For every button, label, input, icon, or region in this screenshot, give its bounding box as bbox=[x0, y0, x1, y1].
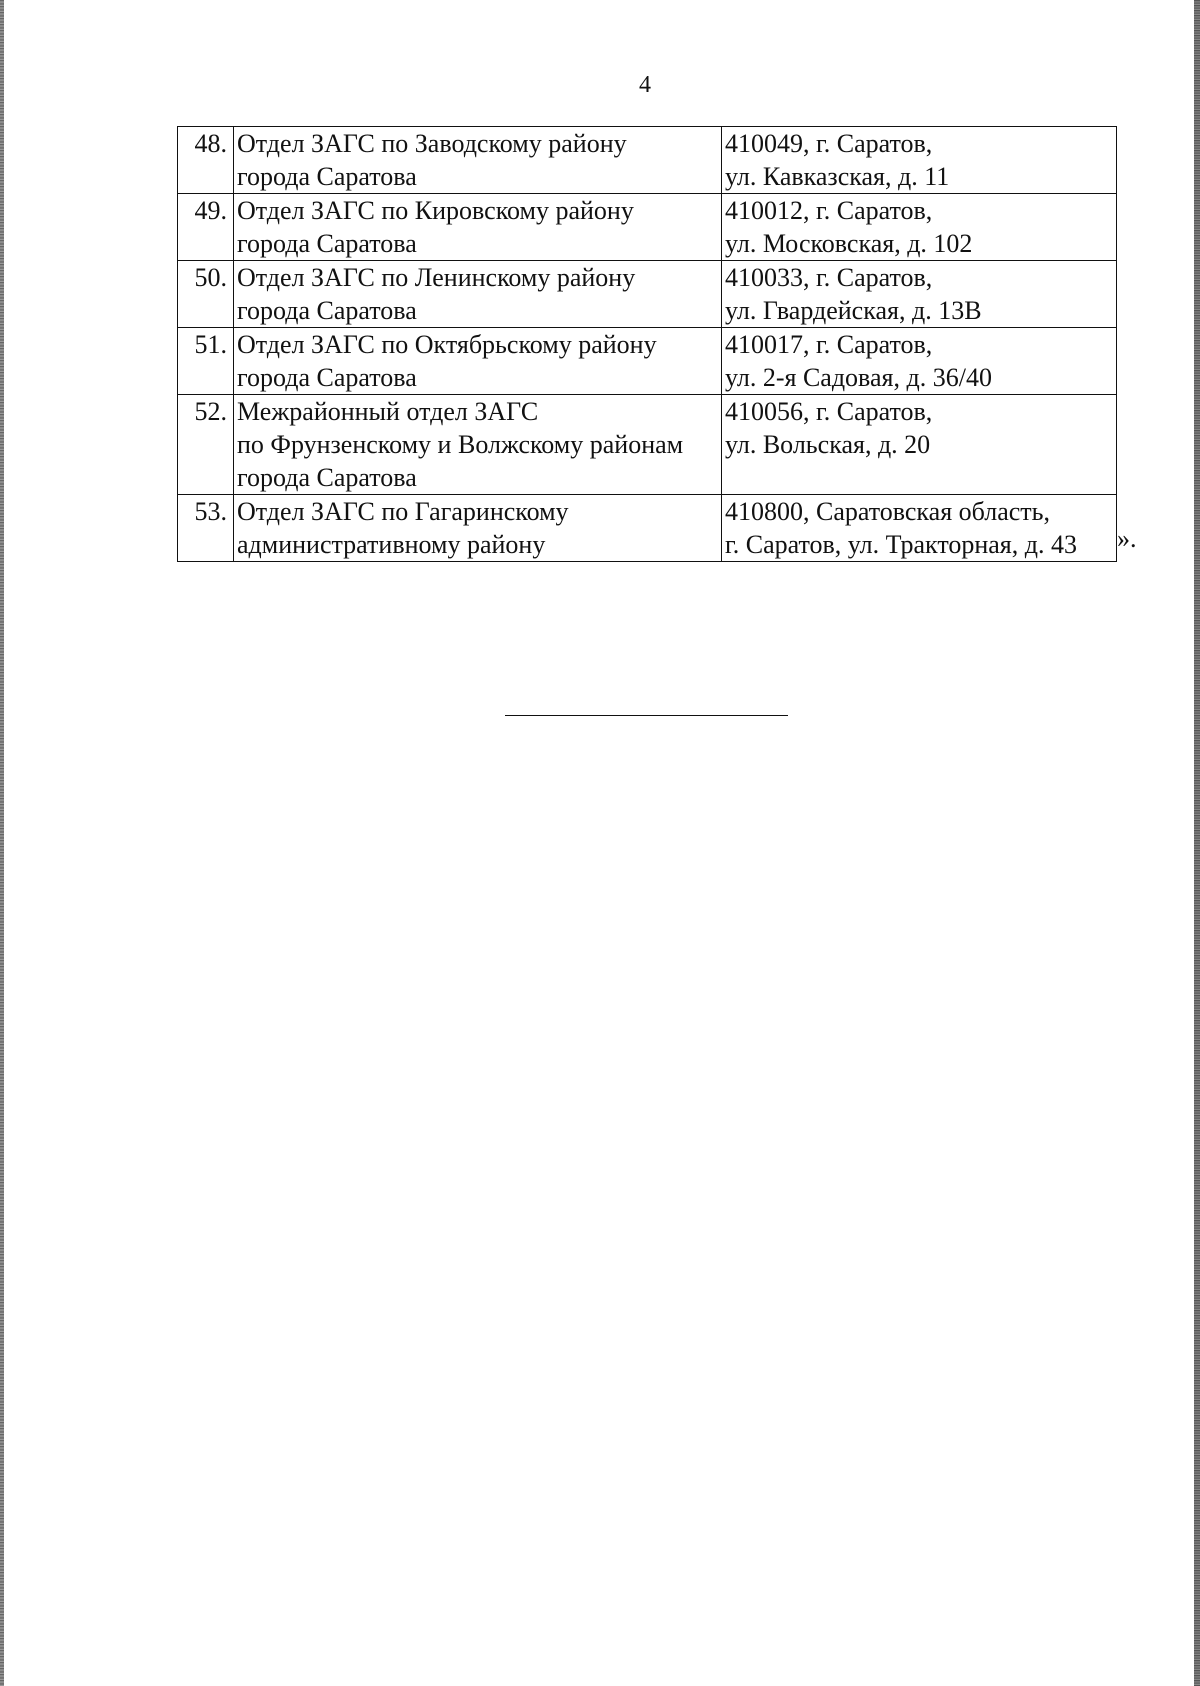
office-address-line: 410033, г. Саратов, bbox=[725, 263, 933, 292]
table-row bbox=[178, 194, 1117, 261]
office-name bbox=[234, 495, 722, 562]
office-address bbox=[722, 261, 1117, 328]
office-address bbox=[722, 127, 1117, 194]
office-address bbox=[722, 395, 1117, 495]
office-name-line: Отдел ЗАГС по Гагаринскому bbox=[237, 497, 569, 526]
office-address bbox=[722, 495, 1117, 562]
row-number: 53. bbox=[178, 495, 234, 562]
office-address bbox=[722, 194, 1117, 261]
page-number: 4 bbox=[639, 72, 651, 98]
table-row bbox=[178, 261, 1117, 328]
registry-offices-table bbox=[177, 126, 1117, 562]
office-address-line: 410049, г. Саратов, bbox=[725, 129, 933, 158]
scan-edge-right bbox=[1194, 0, 1200, 1686]
table-row bbox=[178, 127, 1117, 194]
office-name-line: города Саратова bbox=[237, 363, 417, 392]
closing-quote-mark: ». bbox=[1117, 524, 1137, 553]
row-number: 52. bbox=[178, 395, 234, 495]
office-address bbox=[722, 328, 1117, 395]
office-name-line: Отдел ЗАГС по Кировскому району bbox=[237, 196, 634, 225]
office-address-line: 410012, г. Саратов, bbox=[725, 196, 933, 225]
office-address-line: ул. Московская, д. 102 bbox=[725, 229, 973, 258]
office-name bbox=[234, 127, 722, 194]
office-name bbox=[234, 261, 722, 328]
row-number: 48. bbox=[178, 127, 234, 194]
office-name-line: города Саратова bbox=[237, 229, 417, 258]
office-name-line: города Саратова bbox=[237, 463, 417, 492]
office-address-line: ул. 2-я Садовая, д. 36/40 bbox=[725, 363, 992, 392]
office-name bbox=[234, 194, 722, 261]
row-number: 49. bbox=[178, 194, 234, 261]
office-name-line: Отдел ЗАГС по Ленинскому району bbox=[237, 263, 636, 292]
office-address-line: 410800, Саратовская область, bbox=[725, 497, 1051, 526]
office-name-line: Межрайонный отдел ЗАГС bbox=[237, 397, 539, 426]
table-row bbox=[178, 395, 1117, 495]
office-address-line: ул. Вольская, д. 20 bbox=[725, 430, 931, 459]
office-address-line: ул. Гвардейская, д. 13В bbox=[725, 296, 982, 325]
table-row bbox=[178, 328, 1117, 395]
scan-edge-left bbox=[0, 0, 4, 1686]
office-name bbox=[234, 395, 722, 495]
table-row bbox=[178, 495, 1117, 562]
row-number: 50. bbox=[178, 261, 234, 328]
office-name-line: Отдел ЗАГС по Октябрьскому району bbox=[237, 330, 657, 359]
office-name-line: Отдел ЗАГС по Заводскому району bbox=[237, 129, 627, 158]
office-address-line: г. Саратов, ул. Тракторная, д. 43 bbox=[725, 530, 1077, 559]
office-name-line: административному району bbox=[237, 530, 546, 559]
office-name bbox=[234, 328, 722, 395]
row-number: 51. bbox=[178, 328, 234, 395]
office-address-line: ул. Кавказская, д. 11 bbox=[725, 162, 950, 191]
office-name-line: по Фрунзенскому и Волжскому районам bbox=[237, 430, 684, 459]
office-name-line: города Саратова bbox=[237, 296, 417, 325]
end-of-document-rule bbox=[505, 715, 788, 716]
office-address-line: 410017, г. Саратов, bbox=[725, 330, 933, 359]
office-address-line: 410056, г. Саратов, bbox=[725, 397, 933, 426]
office-name-line: города Саратова bbox=[237, 162, 417, 191]
